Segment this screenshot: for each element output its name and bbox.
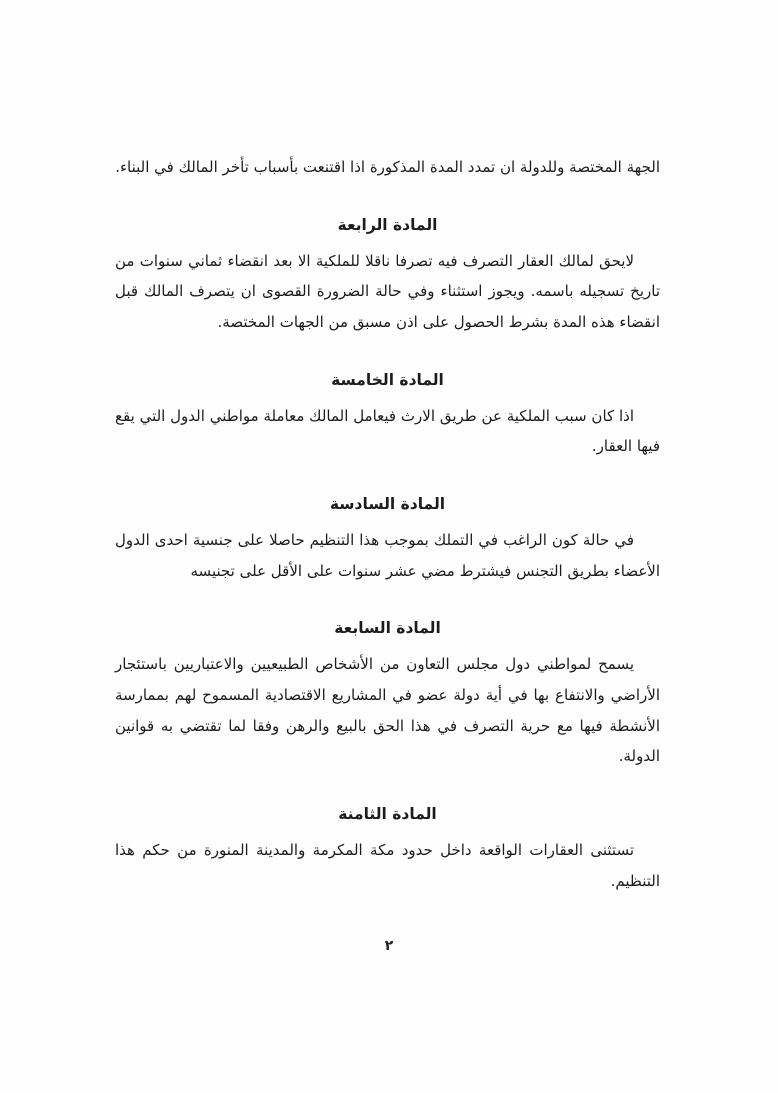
section-title-article-4: المادة الرابعة (337, 215, 438, 234)
intro-paragraph: الجهة المختصة وللدولة ان تمدد المدة المذكورة اذا اقتنعت بأسباب تأخر المالك في البناء. (115, 158, 660, 176)
section-title-article-7: المادة السابعة (334, 619, 441, 638)
section-body-article-5: اذا كان سبب الملكية عن طريق الارث فيعامل المالك معاملة مواطني الدول التي يقع فيها العقار. (115, 406, 660, 456)
section-title-article-8: المادة الثامنة (338, 805, 437, 824)
section-body-article-7: يسمح لمواطني دول مجلس التعاون من الأشخاص الطبيعيين والاعتباريين باستئجار الأراضي والانتفاع بها في أية دولة عضو في المشاريع الاقتصادية المسموح لهم بممارسة الأنشطة فيها مع حرية التصرف في هذا الحق بالبيع والرهن وفقا لما تقتضي به قوانين الدولة. (115, 655, 660, 766)
page-number: ٢ (384, 938, 394, 954)
section-body-article-4: لايحق لمالك العقار التصرف فيه تصرفا ناقلا للملكية الا بعد انقضاء ثماني سنوات من تاريخ تسجيله باسمه. ويجوز استثناء وفي حالة الضرورة القصوى ان يتصرف المالك قبل انقضاء هذه المدة بشرط الحصول على اذن مسبق من الجهات المختصة. (115, 251, 660, 332)
section-title-article-5: المادة الخامسة (331, 370, 444, 389)
section-title-article-6: المادة السادسة (329, 495, 446, 514)
document-content (115, 152, 660, 906)
section-body-article-6: في حالة كون الراغب في التملك بموجب هذا التنظيم حاصلا على جنسية احدى الدول الأعضاء بطريق التجنس فيشترط مضي عشر سنوات على الأقل على تجنيسه (115, 530, 660, 580)
section-body-article-8: تستثنى العقارات الواقعة داخل حدود مكة المكرمة والمدينة المنورة من حكم هذا التنظيم. (115, 840, 660, 890)
